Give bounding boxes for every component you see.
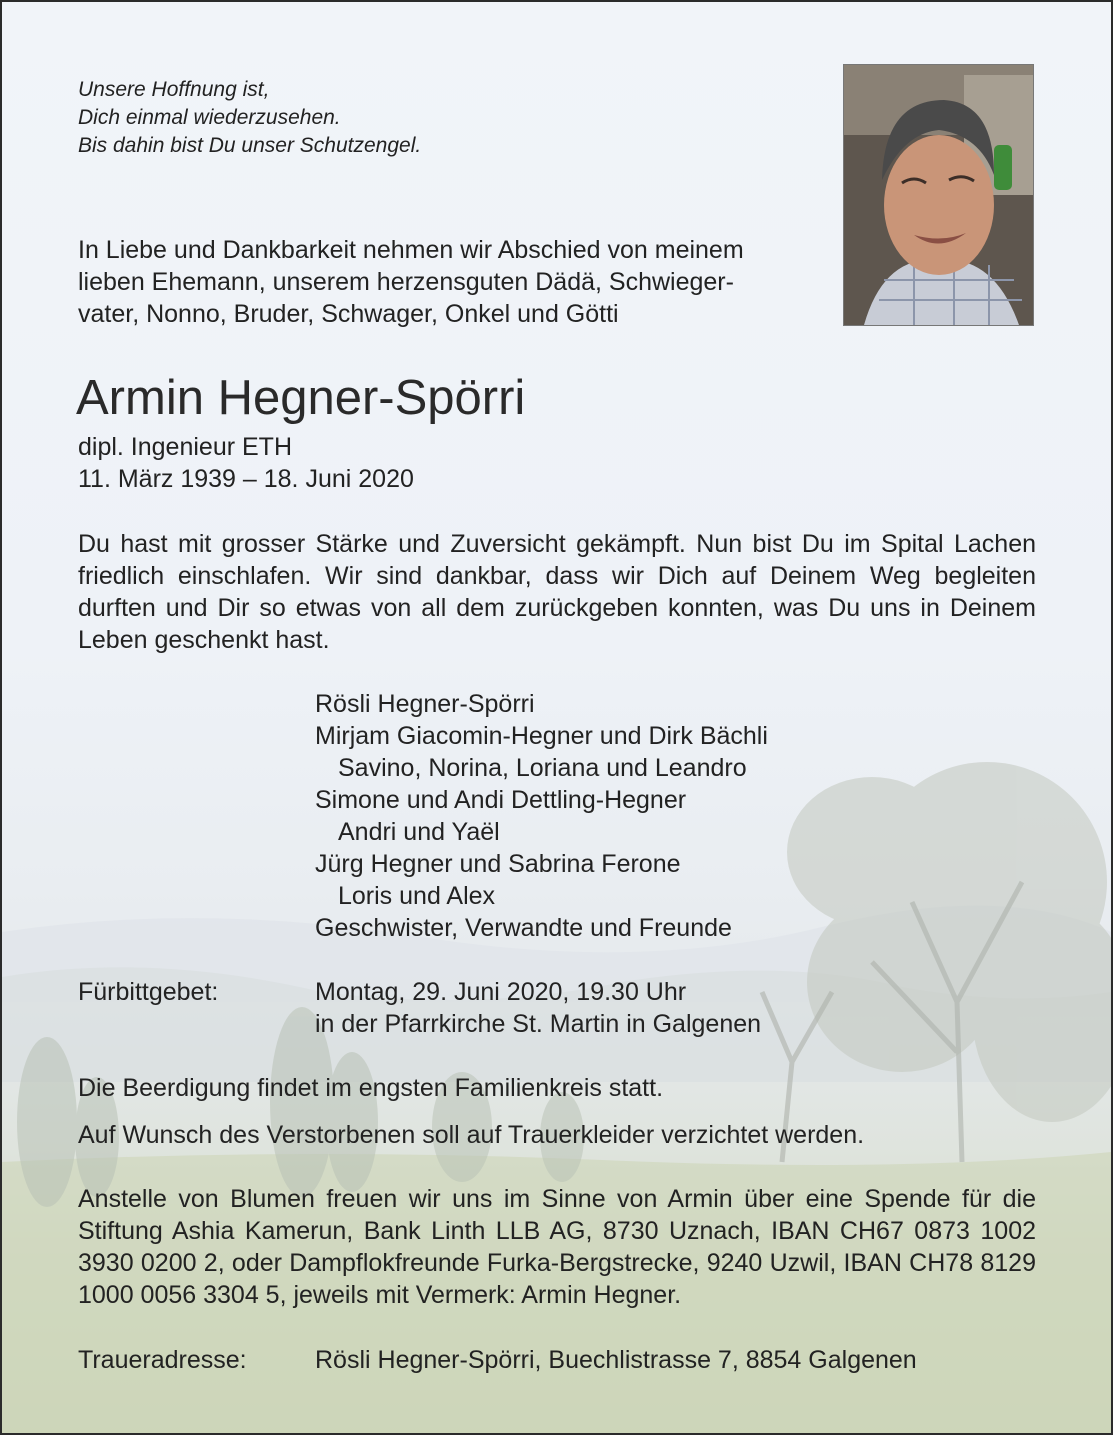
life-dates: 11. März 1939 – 18. Juni 2020 — [78, 465, 414, 493]
mourner-entry: Rösli Hegner-Spörri — [315, 690, 535, 718]
intro-line: In Liebe und Dankbarkeit nehmen wir Abschied von meinem — [78, 236, 744, 264]
intro-line: lieben Ehemann, unserem herzensguten Dädä, Schwieger- — [78, 268, 734, 296]
intro-text — [78, 234, 744, 330]
mourner-entry: Geschwister, Verwandte und Freunde — [315, 914, 732, 942]
mourner-entry: Simone und Andi Dettling-Hegner — [315, 786, 687, 814]
tribute-paragraph: Du hast mit grosser Stärke und Zuversicht gekämpft. Nun bist Du im Spital Lachen friedlich einschlafen. Wir sind dankbar, dass wir Dich auf Deinem Weg begleiten durften und Dir so etwas von all dem zurückgeben konnten, was Du uns in Deinem Leben geschenkt hast. — [78, 530, 1036, 654]
dress-note: Auf Wunsch des Verstorbenen soll auf Trauerkleider verzichtet werden. — [78, 1121, 865, 1149]
mourners-list — [315, 688, 768, 944]
deceased-name: Armin Hegner-Spörri — [76, 371, 526, 425]
mourner-entry: Savino, Norina, Loriana und Leandro — [338, 754, 747, 782]
mourner-entry: Andri und Yaël — [338, 818, 500, 846]
address-label: Traueradresse: — [78, 1346, 247, 1374]
mourner-entry: Mirjam Giacomin-Hegner und Dirk Bächli — [315, 722, 768, 750]
prayer-date: Montag, 29. Juni 2020, 19.30 Uhr — [315, 978, 687, 1006]
quote-line: Dich einmal wiederzusehen. — [78, 106, 341, 129]
intro-line: vater, Nonno, Bruder, Schwager, Onkel und Götti — [78, 300, 619, 328]
mourner-entry: Loris und Alex — [338, 882, 496, 910]
donation-paragraph: Anstelle von Blumen freuen wir uns im Sinne von Armin über eine Spende für die Stiftung Ashia Kamerun, Bank Linth LLB AG, 8730 Uznach, IBAN CH67 0873 1002 3930 0200 2, oder Dampflokfreunde Furka-Bergstrecke, 9240 Uzwil, IBAN CH78 8129 1000 0056 3304 5, jeweils mit Vermerk: Armin Hegner. — [78, 1185, 1036, 1309]
burial-note: Die Beerdigung findet im engsten Familienkreis statt. — [78, 1074, 664, 1102]
prayer-label: Fürbittgebet: — [78, 978, 219, 1006]
quote-line: Bis dahin bist Du unser Schutzengel. — [78, 134, 422, 157]
prayer-location: in der Pfarrkirche St. Martin in Galgenen — [315, 1010, 762, 1038]
memorial-quote — [78, 76, 421, 160]
portrait-photo — [843, 64, 1034, 326]
mourner-entry: Jürg Hegner und Sabrina Ferone — [315, 850, 681, 878]
deceased-title: dipl. Ingenieur ETH — [78, 433, 293, 461]
mourning-address: Rösli Hegner-Spörri, Buechlistrasse 7, 8854 Galgenen — [315, 1346, 917, 1374]
quote-line: Unsere Hoffnung ist, — [78, 78, 270, 101]
